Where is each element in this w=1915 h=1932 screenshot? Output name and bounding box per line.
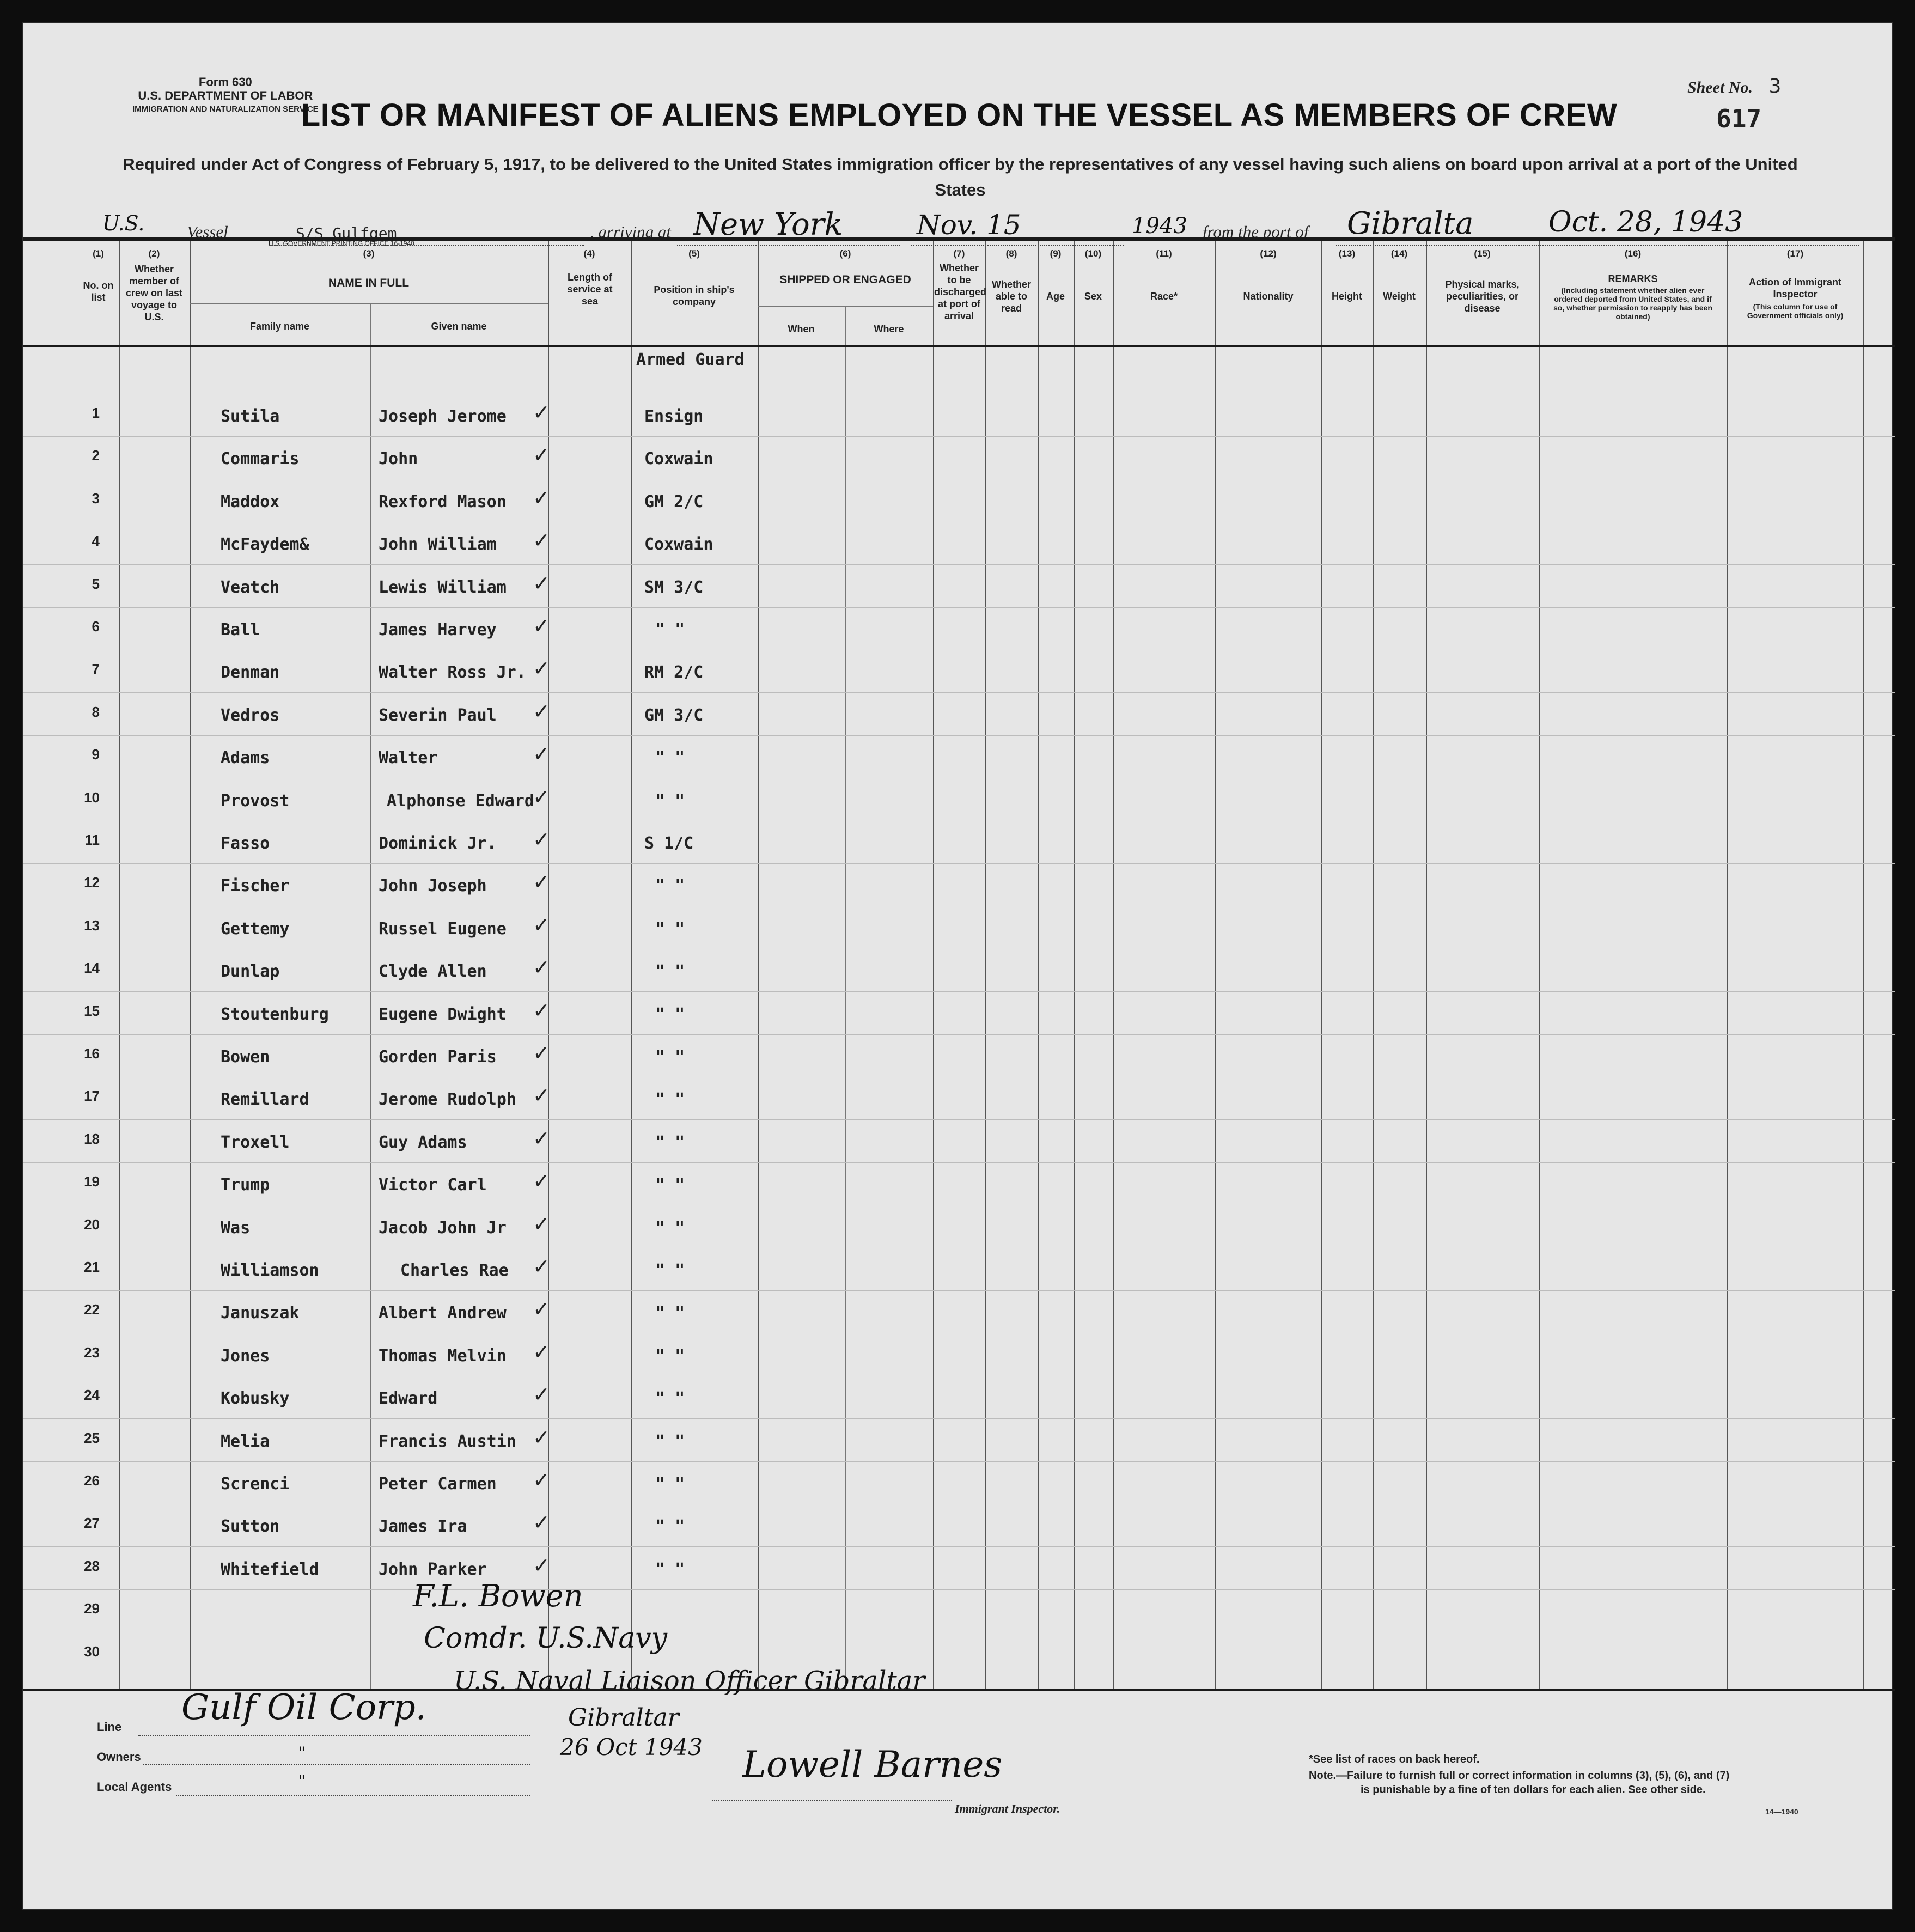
col10-header: Sex [1084, 291, 1102, 302]
row-number: 22 [84, 1301, 100, 1318]
row-number: 23 [84, 1344, 100, 1361]
family-name-cell: Sutila [221, 407, 280, 426]
departure-port: Gibralta [1347, 206, 1474, 241]
given-name-cell: John Parker [379, 1559, 487, 1579]
row-number: 17 [84, 1088, 100, 1105]
row-number: 4 [92, 533, 100, 550]
check-mark: ✓ [533, 1468, 550, 1492]
family-name-cell: Williamson [221, 1261, 319, 1280]
inspector-signature: Lowell Barnes [742, 1744, 1003, 1785]
family-name-cell: Provost [221, 791, 290, 810]
check-mark: ✓ [533, 1126, 550, 1150]
owners-value: " [298, 1744, 306, 1762]
row-rule [23, 991, 1895, 992]
position-cell: " " [655, 876, 685, 896]
col7-number: (7) [953, 248, 965, 259]
agents-value: " [298, 1772, 306, 1790]
column-divider [1539, 241, 1540, 1689]
column-divider [1426, 241, 1427, 1689]
given-name-cell: Charles Rae [400, 1261, 509, 1280]
position-cell: Coxwain [644, 535, 713, 554]
family-name-cell: Sutton [221, 1517, 280, 1537]
row-number: 7 [92, 661, 100, 678]
row-number: 28 [84, 1557, 100, 1574]
line-value: Gulf Oil Corp. [181, 1687, 426, 1728]
col14-header: Weight [1383, 291, 1416, 302]
manifest-sheet [22, 22, 1893, 1910]
given-name-cell: John [379, 449, 418, 469]
family-name-cell: Ball [221, 620, 260, 639]
check-mark: ✓ [533, 1553, 550, 1577]
row-number: 20 [84, 1216, 100, 1233]
column-divider [985, 241, 986, 1689]
given-name-cell: Francis Austin [379, 1431, 516, 1451]
sheet-number: 3 [1768, 75, 1782, 97]
row-rule [23, 436, 1895, 437]
family-name-cell: Was [221, 1218, 251, 1238]
check-mark: ✓ [533, 784, 550, 809]
agents-label: Local Agents [97, 1780, 172, 1794]
given-name-cell: Eugene Dwight [379, 1004, 507, 1024]
check-mark: ✓ [533, 614, 550, 638]
col1-number: (1) [93, 248, 104, 259]
column-divider [1074, 241, 1075, 1689]
position-cell: " " [655, 1474, 685, 1494]
column-divider [1863, 241, 1864, 1689]
given-name-cell: Clyde Allen [379, 962, 487, 982]
family-name-cell: Dunlap [221, 962, 280, 982]
position-cell: " " [655, 1431, 685, 1451]
given-name-cell: Albert Andrew [379, 1303, 507, 1323]
endorsement-name: F.L. Bowen [413, 1578, 583, 1614]
endorsement-rank: Comdr. U.S.Navy [424, 1622, 668, 1655]
position-cell: " " [655, 1175, 685, 1195]
position-cell: " " [655, 1132, 685, 1152]
col2-number: (2) [148, 248, 160, 259]
col15-number: (15) [1474, 248, 1491, 259]
position-cell: Ensign [644, 407, 704, 426]
row-number: 6 [92, 618, 100, 635]
col6-header: SHIPPED OR ENGAGED [779, 273, 911, 286]
position-cell: " " [655, 1346, 685, 1366]
col6-number: (6) [839, 248, 851, 259]
col5-header: Position in ship's company [654, 284, 735, 307]
family-name-cell: Screnci [221, 1474, 290, 1494]
given-name-cell: Dominick Jr. [379, 834, 497, 853]
name-subheader-rule [190, 303, 548, 304]
family-name-cell: Commaris [221, 449, 300, 469]
position-cell: " " [655, 748, 685, 768]
row-rule [23, 1461, 1895, 1462]
col3-header: NAME IN FULL [328, 277, 410, 289]
row-number: 5 [92, 575, 100, 592]
check-mark: ✓ [533, 1510, 550, 1535]
page-subtitle: Required under Act of Congress of February 5, 1917, to be delivered to the United States immigration officer by the representatives of any vessel having such aliens on board upon arrival at a port of the United States [123, 155, 1798, 199]
col12-number: (12) [1260, 248, 1277, 259]
column-divider [190, 241, 191, 1689]
row-number: 30 [84, 1643, 100, 1660]
family-name-cell: Fischer [221, 876, 290, 896]
check-mark: ✓ [533, 571, 550, 595]
section-label: Armed Guard [636, 350, 745, 369]
check-mark: ✓ [533, 1083, 550, 1108]
row-rule [23, 607, 1895, 608]
given-name-cell: John Joseph [379, 876, 487, 896]
check-mark: ✓ [533, 485, 550, 510]
family-name-header: Family name [249, 321, 310, 332]
column-divider [119, 241, 120, 1689]
given-name-cell: Alphonse Edward [387, 791, 534, 810]
col4-number: (4) [583, 248, 595, 259]
family-name-cell: Bowen [221, 1047, 270, 1066]
vessel-underline [269, 245, 584, 246]
agents-underline [176, 1795, 530, 1796]
row-rule [23, 564, 1895, 565]
family-name-cell: Januszak [221, 1303, 300, 1323]
column-divider [1215, 241, 1216, 1689]
departure-date: Oct. 28, 1943 [1548, 206, 1743, 239]
col17-header: Action of Immigrant Inspector [1749, 277, 1841, 300]
col8-header: Whether able to read [992, 279, 1031, 314]
arrival-date: Nov. 15 [917, 209, 1021, 241]
col15-header: Physical marks, peculiarities, or disease [1445, 279, 1520, 314]
given-name-header: Given name [431, 321, 487, 332]
position-cell: Coxwain [644, 449, 713, 469]
col14-number: (14) [1390, 248, 1408, 259]
penalty-note: Note.—Failure to furnish full or correct information in columns (3), (5), (6), and (7) [1309, 1770, 1730, 1782]
position-cell: " " [655, 1517, 685, 1537]
sheet-label: Sheet No. [1687, 78, 1753, 96]
col3-number: (3) [363, 248, 375, 259]
row-rule [23, 1546, 1895, 1547]
page-title: LIST OR MANIFEST OF ALIENS EMPLOYED ON THE VESSEL AS MEMBERS OF CREW [301, 97, 1618, 133]
given-name-cell: Peter Carmen [379, 1474, 497, 1494]
position-cell: " " [655, 1090, 685, 1110]
col9-number: (9) [1050, 248, 1062, 259]
row-number: 25 [84, 1429, 100, 1446]
when-header: When [788, 324, 815, 334]
given-name-cell: Joseph Jerome [379, 407, 507, 426]
row-number: 13 [84, 917, 100, 934]
check-mark: ✓ [533, 400, 550, 424]
given-name-cell: Edward [379, 1389, 438, 1409]
given-name-cell: James Harvey [379, 620, 497, 639]
given-name-cell: Rexford Mason [379, 492, 507, 511]
column-divider [631, 241, 632, 1689]
col2-header: Whether member of crew on last voyage to U.S. [125, 264, 183, 322]
check-mark: ✓ [533, 955, 550, 980]
col1-header: No. on list [83, 280, 114, 303]
col16-header: REMARKS [1608, 273, 1658, 284]
given-name-cell: Russel Eugene [379, 919, 507, 938]
check-mark: ✓ [533, 656, 550, 681]
position-cell: " " [655, 1218, 685, 1238]
races-note: *See list of races on back hereof. [1309, 1753, 1480, 1765]
col7-header: Whether to be discharged at port of arrival [934, 263, 987, 321]
position-cell: " " [655, 1303, 685, 1323]
col11-number: (11) [1156, 248, 1172, 259]
check-mark: ✓ [533, 1425, 550, 1449]
col8-number: (8) [1005, 248, 1017, 259]
row-number: 14 [84, 960, 100, 977]
position-cell: " " [655, 919, 685, 938]
date-underline [911, 245, 1124, 246]
position-cell: S 1/C [644, 834, 694, 853]
family-name-cell: Jones [221, 1346, 270, 1366]
inspector-label: Immigrant Inspector. [955, 1802, 1060, 1815]
col17-subheader: (This column for use of Government officials only) [1747, 302, 1844, 320]
row-rule [23, 692, 1895, 693]
service-name: IMMIGRATION AND NATURALIZATION SERVICE [132, 105, 319, 114]
check-mark: ✓ [533, 528, 550, 553]
shipped-subdivider [845, 307, 846, 1689]
position-cell: " " [655, 1261, 685, 1280]
endorsement-date: 26 Oct 1943 [560, 1734, 703, 1760]
form-number: Form 630 [198, 75, 252, 89]
position-cell: " " [655, 1559, 685, 1579]
stamp-number: 617 [1716, 104, 1762, 133]
row-number: 16 [84, 1045, 100, 1062]
row-number: 29 [84, 1600, 100, 1617]
check-mark: ✓ [533, 827, 550, 851]
row-number: 15 [84, 1002, 100, 1019]
given-name-cell: Victor Carl [379, 1175, 487, 1195]
col4-header: Length of service at sea [567, 272, 613, 307]
family-name-cell: Maddox [221, 492, 280, 511]
check-mark: ✓ [533, 1254, 550, 1278]
check-mark: ✓ [533, 998, 550, 1022]
name-subdivider [370, 304, 371, 1689]
row-number: 11 [84, 832, 100, 848]
arriving-port: New York [693, 207, 843, 242]
column-divider [933, 241, 934, 1689]
row-number: 2 [92, 447, 100, 464]
row-rule [23, 1290, 1895, 1291]
family-name-cell: Veatch [221, 577, 280, 597]
given-name-cell: Jerome Rudolph [379, 1090, 516, 1110]
arriving-label: , arriving at [590, 222, 671, 241]
column-divider [1321, 241, 1322, 1689]
family-name-cell: Fasso [221, 834, 270, 853]
from-port-label: from the port of [1203, 222, 1309, 241]
row-rule [23, 1589, 1895, 1590]
position-cell: " " [655, 791, 685, 810]
check-mark: ✓ [533, 1339, 550, 1364]
position-cell: GM 3/C [644, 705, 704, 725]
given-name-cell: Severin Paul [379, 705, 497, 725]
row-number: 12 [84, 874, 100, 891]
row-number: 24 [84, 1387, 100, 1404]
from-underline [1336, 245, 1859, 246]
check-mark: ✓ [533, 1169, 550, 1193]
check-mark: ✓ [533, 1382, 550, 1407]
vessel-label: Vessel [187, 222, 228, 241]
position-cell: GM 2/C [644, 492, 704, 511]
family-name-cell: Adams [221, 748, 270, 768]
col9-header: Age [1046, 291, 1065, 302]
family-name-cell: Vedros [221, 705, 280, 725]
check-mark: ✓ [533, 870, 550, 894]
family-name-cell: Trump [221, 1175, 270, 1195]
row-rule [23, 1162, 1895, 1163]
row-number: 10 [84, 789, 100, 806]
row-number: 3 [92, 490, 100, 507]
check-mark: ✓ [533, 912, 550, 937]
row-number: 21 [84, 1259, 100, 1275]
given-name-cell: Jacob John Jr [379, 1218, 507, 1238]
arrival-year: 1943 [1132, 214, 1187, 239]
check-mark: ✓ [533, 742, 550, 766]
endorsement-office: U.S. Naval Liaison Officer Gibraltar [454, 1666, 925, 1696]
row-rule [23, 863, 1895, 864]
header-bottom-rule [23, 345, 1895, 347]
given-name-cell: John William [379, 535, 497, 554]
owners-underline [143, 1764, 530, 1765]
family-name-cell: McFaydem& [221, 535, 309, 554]
vessel-name: S/S Gulfgem [296, 224, 397, 242]
row-number: 19 [84, 1173, 100, 1190]
position-cell: " " [655, 962, 685, 982]
row-number: 18 [84, 1130, 100, 1147]
print-office: U.S. GOVERNMENT PRINTING OFFICE 16-1940 [269, 240, 414, 247]
position-cell: " " [655, 1047, 685, 1066]
row-rule [23, 735, 1895, 736]
col17-number: (17) [1786, 248, 1804, 259]
check-mark: ✓ [533, 1211, 550, 1236]
column-divider [1373, 241, 1374, 1689]
check-mark: ✓ [533, 443, 550, 467]
col12-header: Nationality [1243, 291, 1294, 302]
given-name-cell: Walter Ross Jr. [379, 663, 526, 682]
owners-label: Owners [97, 1750, 141, 1764]
given-name-cell: Guy Adams [379, 1132, 467, 1152]
given-name-cell: Walter [379, 748, 438, 768]
family-name-cell: Remillard [221, 1090, 309, 1110]
family-name-cell: Whitefield [221, 1559, 319, 1579]
position-cell: " " [655, 1004, 685, 1024]
department-name: U.S. DEPARTMENT OF LABOR [138, 89, 313, 102]
family-name-cell: Stoutenburg [221, 1004, 329, 1024]
row-rule [23, 1034, 1895, 1035]
vessel-line [23, 200, 1895, 249]
penalty-note-cont: is punishable by a fine of ten dollars for each alien. See other side. [1361, 1784, 1706, 1796]
position-cell: " " [655, 1389, 685, 1409]
column-divider [1038, 241, 1039, 1689]
row-number: 8 [92, 703, 100, 720]
port-underline [677, 245, 900, 246]
position-cell: SM 3/C [644, 577, 704, 597]
check-mark: ✓ [533, 699, 550, 723]
endorsement-place: Gibraltar [568, 1704, 679, 1732]
shipped-subheader-rule [758, 306, 933, 307]
family-name-cell: Melia [221, 1431, 270, 1451]
col16-subheader: (Including statement whether alien ever ordered deported from United States, and if so, whether permission to reapply has been obtained) [1553, 286, 1712, 321]
row-rule [23, 1418, 1895, 1419]
given-name-cell: Lewis William [379, 577, 507, 597]
col13-number: (13) [1338, 248, 1356, 259]
col11-header: Race* [1150, 291, 1178, 302]
given-name-cell: James Ira [379, 1517, 467, 1537]
column-divider [758, 241, 759, 1689]
col5-number: (5) [688, 248, 700, 259]
column-divider [1113, 241, 1114, 1689]
check-mark: ✓ [533, 1297, 550, 1321]
row-number: 26 [84, 1472, 100, 1489]
header-top-rule [23, 237, 1895, 241]
col13-header: Height [1332, 291, 1362, 302]
form-code: 14—1940 [1765, 1807, 1798, 1816]
check-mark: ✓ [533, 1041, 550, 1065]
given-name-cell: Thomas Melvin [379, 1346, 507, 1366]
inspector-underline [712, 1800, 952, 1801]
family-name-cell: Denman [221, 663, 280, 682]
row-number: 27 [84, 1515, 100, 1532]
position-cell: " " [655, 620, 685, 639]
given-name-cell: Gorden Paris [379, 1047, 497, 1066]
col16-number: (16) [1624, 248, 1642, 259]
family-name-cell: Gettemy [221, 919, 290, 938]
row-number: 9 [92, 746, 100, 763]
family-name-cell: Troxell [221, 1132, 290, 1152]
position-cell: RM 2/C [644, 663, 704, 682]
sheet-number-block [1687, 75, 1781, 97]
row-rule [23, 1119, 1895, 1120]
col10-number: (10) [1084, 248, 1102, 259]
where-header: Where [874, 324, 904, 334]
family-name-cell: Kobusky [221, 1389, 290, 1409]
line-underline [138, 1735, 530, 1736]
vessel-prefix: U.S. [102, 211, 145, 235]
row-number: 1 [92, 405, 100, 421]
line-label: Line [97, 1720, 122, 1734]
column-divider [1727, 241, 1728, 1689]
